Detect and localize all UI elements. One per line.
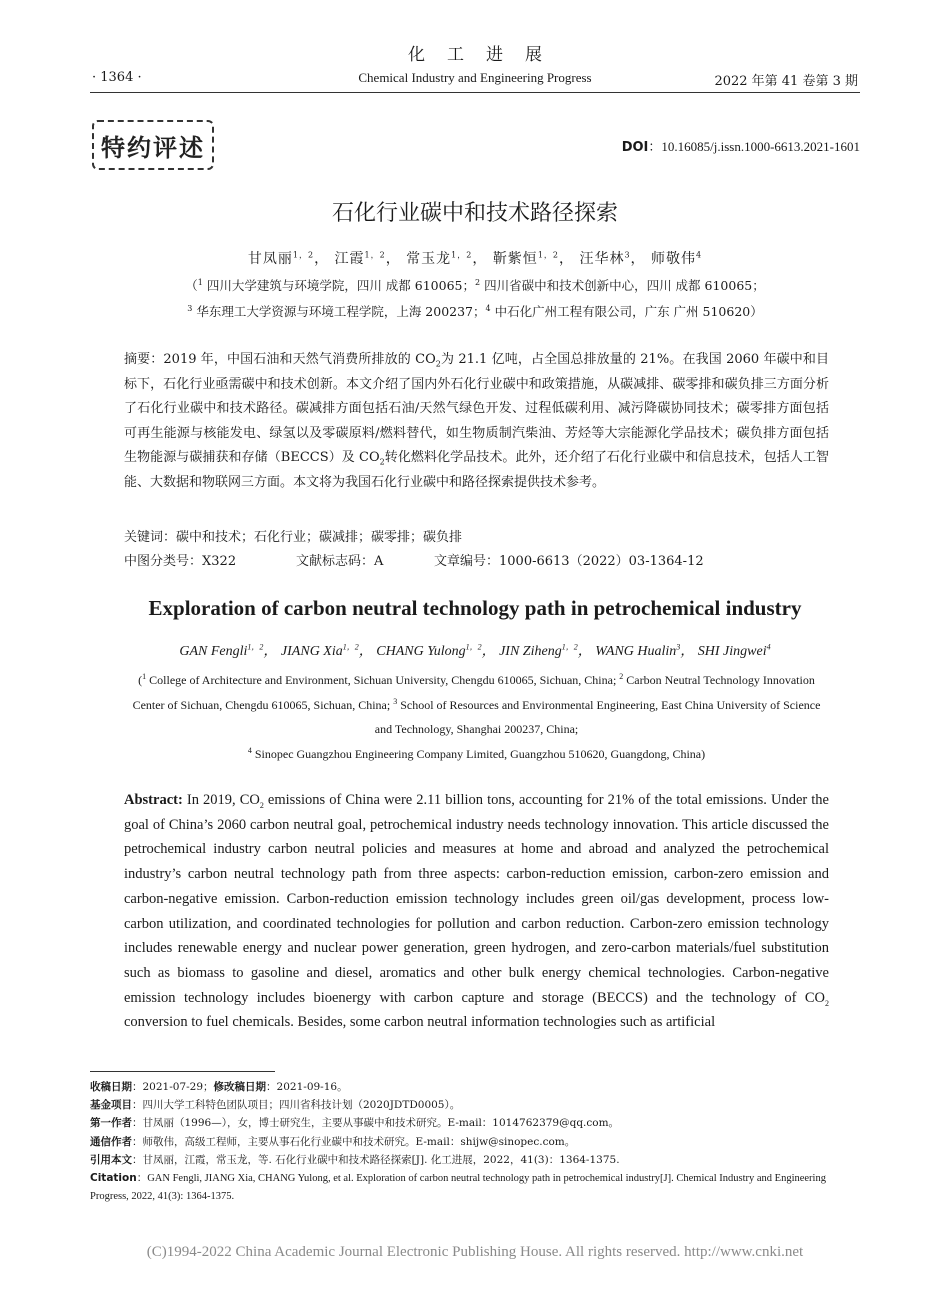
footnotes [90,1078,860,1206]
en-abstract: Abstract: In 2019, $CO_2$ emissions of China were 2.11 billion tons, accounting for 21% of the total emissions. Under the goal of China’s 2060 carbon neutral goal, petrochemical industry needs technology innovation. This article discussed the petrochemical industry carbon neutral policies and measures at home and abroad and analyzed the petrochemical industry’s carbon neutral technology path from three aspects: carbon-reduction emission, carbon-zero emission and carbon-negative emission. Carbon-reduction emission technology includes green oil/gas development, process low-carbon utilization, and coordinated technologies for pollution and carbon reduction. Carbon-zero emission technology includes renewable energy and nuclear power generation, green hydrogen, and zero-carbon materials/fuel substitution such as biomass to gasoline and diesel, aromatics and other bulk energy chemical technologies. Carbon-negative emission technology includes bioenergy with carbon capture and storage (BECCS) and the technology of $CO_2$ conversion to fuel chemicals. Besides, some carbon neutral information technologies such as artificial [124,792,829,1031]
document-code: 文献标志码：A [296,554,384,569]
article-number: 文章编号：1000-6613（2022）03-1364-12 [434,554,704,569]
citation-cn: 引用本文：甘凤丽，江霞，常玉龙，等. 石化行业碳中和技术路径探索[J]. 化工进展，2022，41(3)：1364-1375. [90,1153,620,1166]
author: 靳紫恒 [492,251,538,267]
first-author-info: 第一作者：甘凤丽（1996—），女，博士研究生，主要从事碳中和技术研究。E-mail：1014762379@qq.com。 [90,1117,620,1130]
corresponding-author-info: 通信作者：师敬伟，高级工程师，主要从事石化行业碳中和技术研究。E-mail：shijw@sinopec.com。 [90,1135,576,1148]
author: GAN Fengli [179,644,248,659]
cn-keywords: 关键词：碳中和技术；石化行业；碳减排；碳零排；碳负排 [124,530,463,545]
received-date: 收稿日期：2021-07-29；修改稿日期：2021-09-16。 [90,1081,348,1093]
cn-authors: 甘凤丽$^{1,2}$， 江霞$^{1,2}$， 常玉龙$^{1,2}$， 靳紫恒$^{1,2}$， 汪华林$^3$， 师敬伟$^4$ [247,250,703,267]
column-label-stamp: 特约评述 [92,120,214,170]
author: 常玉龙 [406,251,452,267]
doi[interactable] [622,136,860,155]
footnote-rule [90,1071,275,1072]
citation-en: Citation：GAN Fengli, JIANG Xia, CHANG Yulong, et al. Exploration of carbon neutral technology path in petrochemical industry[J]. Chemical Industry and Engineering Progress, 2022, 41(3): 1364-1375. [90,1172,826,1203]
author: 师敬伟 [651,251,696,267]
author: 江霞 [334,251,365,267]
fund-info: 基金项目：四川大学工科特色团队项目；四川省科技计划（2020JDTD0005）。 [90,1099,461,1112]
journal-english-name: Chemical Industry and Engineering Progress [358,70,592,85]
author: JIN Ziheng [499,644,562,659]
cn-affiliation-line-2: $^3$ 华东理工大学资源与环境工程学院，上海 200237；$^4$ 中石化广州工程有限公司，广东 广州 510620） [187,303,763,319]
issue-info: 2022 年第 41 卷第 3 期 [714,74,858,89]
en-abstract-label: Abstract: [124,792,183,808]
journal-title: 化工进展 [408,45,564,65]
cn-affiliation-line-1: （$^1$ 四川大学建筑与环境学院，四川 成都 610065；$^2$ 四川省碳中和技术创新中心，四川 成都 610065； [185,277,765,293]
cn-title: 石化行业碳中和技术路径探索 [331,201,618,226]
doi-label: DOI [621,140,649,155]
author: SHI Jingwei [697,644,767,659]
en-title: Exploration of carbon neutral technology path in petrochemical industry [148,596,802,620]
author: JIANG Xia [280,644,343,659]
header-rule [90,92,860,93]
clc-number: 中图分类号：X322 [124,554,237,569]
copyright-watermark: (C)1994-2022 China Academic Journal Electronic Publishing House. All rights reserved. http://www.cnki.net [146,1244,804,1260]
author: 汪华林 [579,251,625,267]
en-authors: GAN Fengli$^{1,2}$， JIANG Xia$^{1,2}$， CHANG Yulong$^{1,2}$， JIN Ziheng$^{1,2}$， WANG Hualin$^3$， SHI Jingwei$^4$ [179,642,771,659]
author: CHANG Yulong [376,644,466,659]
page-number: · 1364 · [92,70,142,85]
author: 甘凤丽 [247,251,293,267]
en-affiliations: ($^1$ College of Architecture and Environment, Sichuan University, Chengdu 610065, Sichuan, China; $^2$ Carbon Neutral Technology Innovation Center of Sichuan, Chengdu 610065, Sichuan, China; $^3$ School of Resources and Environmental Engineering, East China University of Science and Technology, Shanghai 200237, China; $^4$ Sinopec Guangzhou Engineering Company Limited, Guangzhou 510620, Guangdong, China) [132,672,821,761]
cn-abstract-label: 摘要： [124,352,164,367]
author: WANG Hualin [595,644,677,659]
cn-abstract: 摘要：2019 年，中国石油和天然气消费所排放的 $CO_2$为 21.1 亿吨，占全国总排放量的 21%。在我国 2060 年碳中和目标下，石化行业亟需碳中和技术创新。本文介绍了国内外石化行业碳中和政策措施，从碳减排、碳零排和碳负排三方面分析了石化行业碳中和技术路径。碳减排方面包括石油/天然气绿色开发、过程低碳利用、减污降碳协同技术；碳零排方面包括可再生能源与核能发电、绿氢以及零碳原料/燃料替代，如生物质制汽柴油、芳烃等大宗能源化学品技术；碳负排方面包括生物能源与碳捕获和存储（BECCS）及 $CO_2$转化燃料化学品技术。此外，还介绍了石化行业碳中和信息技术，包括人工智能、大数据和物联网三方面。本文将为我国石化行业碳中和路径探索提供技术参考。 [124,352,829,490]
doi-value: ：10.16085/j.issn.1000-6613.2021-1601 [648,139,860,154]
